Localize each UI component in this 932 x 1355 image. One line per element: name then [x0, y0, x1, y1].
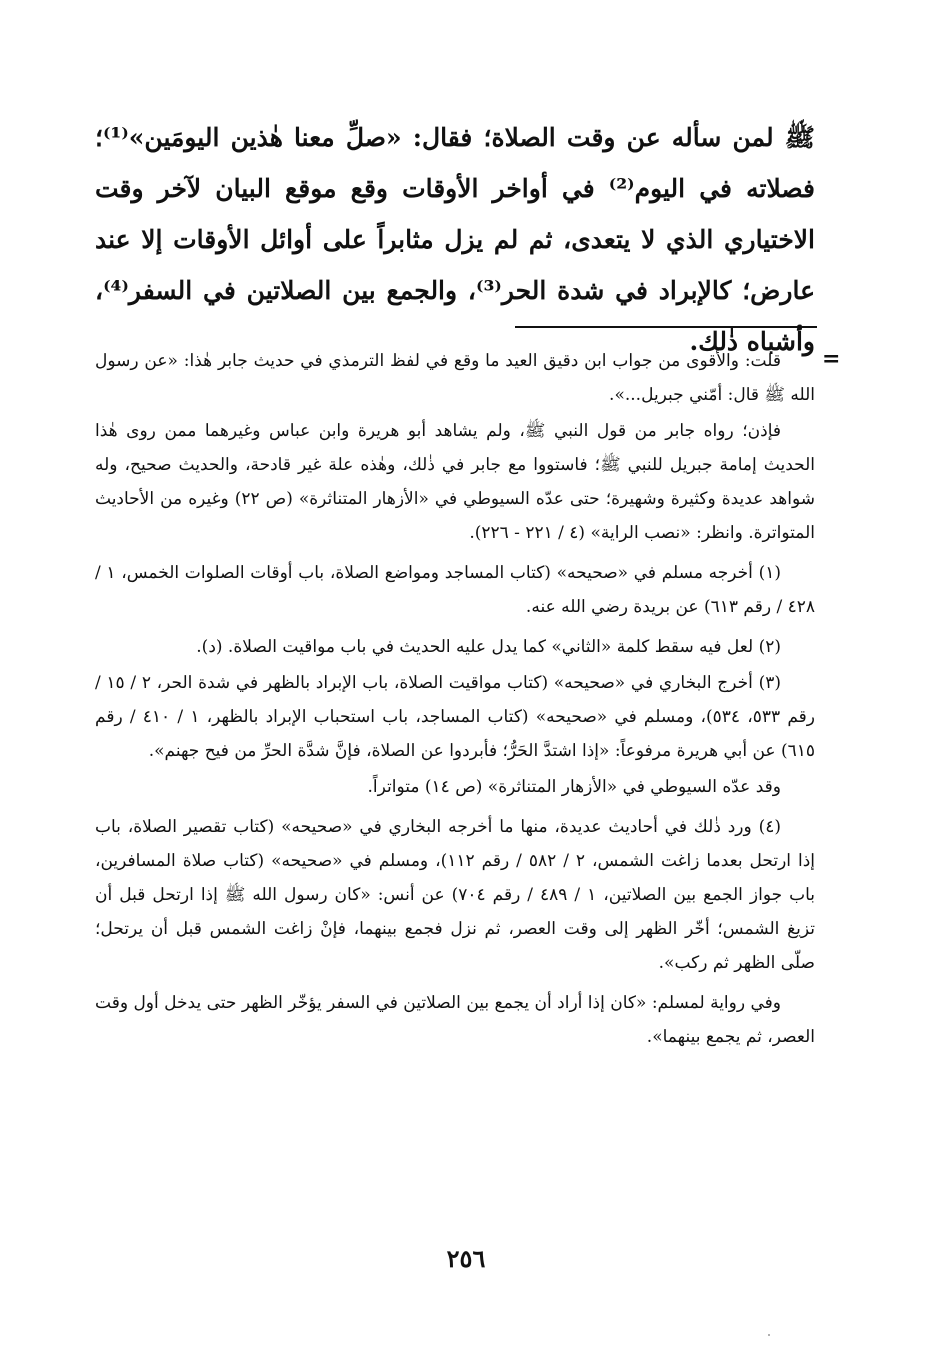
- footnote-continuation: فإذن؛ رواه جابر من قول النبي ﷺ، ولم يشاهد أبو هريرة وابن عباس وغيرهما ممن روى هٰذا الحديث إمامة جبريل للنبي ﷺ؛ فاستووا مع جابر في ذٰلك، وهٰذه علة غير قادحة، والحديث صحيح، وله شواهد عديدة وكثيرة وشهيرة؛ حتى عدّه السيوطي في «الأزهار المتناثرة» (ص ٢٢) وغيره من الأحاديث المتواترة. وانظر: «نصب الراية» (٤ / ٢٢١ - ٢٢٦).: [95, 421, 815, 543]
- main-paragraph: ﷺ لمن سأله عن وقت الصلاة؛ فقال: «صلِّ معنا هٰذين اليومَين»⁽¹⁾؛ فصلاته في اليوم⁽²⁾ في أواخر الأوقات وقع موقع البيان لآخر وقت الاختياري الذي لا يتعدى، ثم لم يزل مثابراً على أوائل الأوقات إلا عند عارض؛ كالإبراد في شدة الحر⁽³⁾، والجمع بين الصلاتين في السفر⁽⁴⁾، وأشباه ذٰلك.: [95, 123, 815, 356]
- footnote-separator-line: [515, 326, 817, 328]
- scan-speck: [768, 1334, 770, 1336]
- footnotes-block: [95, 344, 815, 1060]
- continuation-mark: =: [822, 346, 841, 372]
- footnote-continuation: قلت: والأقوى من جواب ابن دقيق العيد ما وقع في لفظ الترمذي في حديث جابر هٰذا: «عن رسول الله ﷺ قال: أمّني جبريل...».: [95, 351, 815, 405]
- footnote-4-addendum: وفي رواية لمسلم: «كان إذا أراد أن يجمع بين الصلاتين في السفر يؤخّر الظهر حتى يدخل أول وقت العصر، ثم يجمع بينهما».: [95, 993, 815, 1047]
- footnote-3: (٣) أخرج البخاري في «صحيحه» (كتاب مواقيت الصلاة، باب الإبراد بالظهر في شدة الحر، ٢ / ١٥ / رقم ٥٣٣، ٥٣٤)، ومسلم في «صحيحه» (كتاب المساجد، باب استحباب الإبراد بالظهر، ١ / ٤١٠ / رقم ٦١٥) عن أبي هريرة مرفوعاً: «إذا اشتدَّ الحَرُّ؛ فأبردوا عن الصلاة، فإنَّ شدَّة الحرِّ من فيح جهنم».: [95, 673, 815, 761]
- footnote-3-addendum: وقد عدّه السيوطي في «الأزهار المتناثرة» (ص ١٤) متواتراً.: [367, 777, 781, 797]
- footnote-1: (١) أخرجه مسلم في «صحيحه» (كتاب المساجد ومواضع الصلاة، باب أوقات الصلوات الخمس، ١ / ٤٢٨ / رقم ٦١٣) عن بريدة رضي الله عنه.: [95, 563, 815, 617]
- main-text-block: [95, 112, 815, 367]
- page-number: ٢٥٦: [446, 1244, 486, 1273]
- footnote-2: (٢) لعل فيه سقط كلمة «الثاني» كما يدل عليه الحديث في باب مواقيت الصلاة. (د).: [196, 637, 781, 657]
- footnote-4: (٤) ورد ذٰلك في أحاديث عديدة، منها ما أخرجه البخاري في «صحيحه» (كتاب تقصير الصلاة، باب إذا ارتحل بعدما زاغت الشمس، ٢ / ٥٨٢ / رقم ١١٢)، ومسلم في «صحيحه» (كتاب صلاة المسافرين، باب جواز الجمع بين الصلاتين، ١ / ٤٨٩ / رقم ٧٠٤) عن أنس: «كان رسول الله ﷺ إذا ارتحل قبل أن تزيغ الشمس؛ أخّر الظهر إلى وقت العصر، ثم نزل فجمع بينهما، فإنْ زاغت الشمس قبل أن يرتحل؛ صلّى الظهر ثم ركب».: [95, 817, 816, 973]
